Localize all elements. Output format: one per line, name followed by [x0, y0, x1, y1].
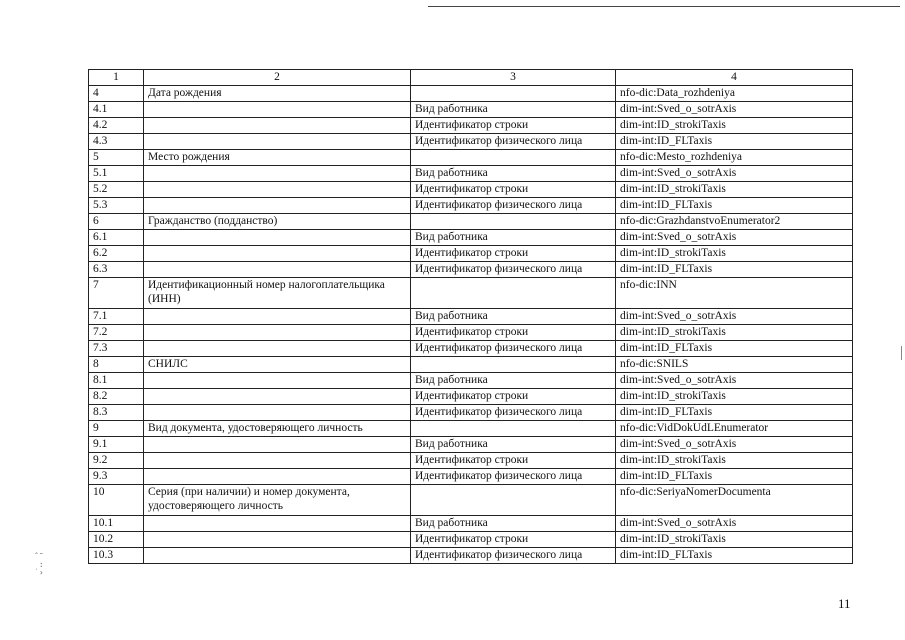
dimension: Идентификатор строки — [411, 389, 616, 405]
element-code: dim-int:ID_strokiTaxis — [616, 182, 853, 198]
dimension: Вид работника — [411, 373, 616, 389]
dimension — [411, 485, 616, 516]
table-row — [89, 150, 853, 166]
row-number: 5.1 — [89, 166, 144, 182]
element-code: dim-int:ID_FLTaxis — [616, 405, 853, 421]
dimension: Идентификатор строки — [411, 182, 616, 198]
element-code: dim-int:ID_strokiTaxis — [616, 389, 853, 405]
dimension: Вид работника — [411, 437, 616, 453]
attribute-name — [144, 405, 411, 421]
attribute-name: СНИЛС — [144, 357, 411, 373]
element-code: nfo-dic:Data_rozhdeniya — [616, 86, 853, 102]
row-number: 8 — [89, 357, 144, 373]
table-row — [89, 389, 853, 405]
table-row — [89, 357, 853, 373]
dimension: Идентификатор физического лица — [411, 341, 616, 357]
dimension: Вид работника — [411, 102, 616, 118]
row-number: 4.3 — [89, 134, 144, 150]
margin-marks: ˆ˜ : ˙› — [34, 552, 44, 577]
row-number: 6.3 — [89, 262, 144, 278]
element-code: nfo-dic:VidDokUdLEnumerator — [616, 421, 853, 437]
table-row — [89, 182, 853, 198]
row-number: 7 — [89, 278, 144, 309]
row-number: 4.1 — [89, 102, 144, 118]
dimension: Идентификатор физического лица — [411, 198, 616, 214]
element-code: dim-int:ID_strokiTaxis — [616, 453, 853, 469]
attribute-name — [144, 102, 411, 118]
dimension: Идентификатор физического лица — [411, 405, 616, 421]
element-code: dim-int:Sved_o_sotrAxis — [616, 102, 853, 118]
element-code: nfo-dic:GrazhdanstvoEnumerator2 — [616, 214, 853, 230]
page-number: 11 — [838, 596, 851, 611]
element-code: dim-int:ID_strokiTaxis — [616, 118, 853, 134]
table-row — [89, 421, 853, 437]
attribute-name — [144, 516, 411, 532]
element-code: dim-int:ID_strokiTaxis — [616, 532, 853, 548]
attribute-name: Место рождения — [144, 150, 411, 166]
dimension: Вид работника — [411, 230, 616, 246]
attribute-name: Серия (при наличии) и номер документа, удостоверяющего личность — [144, 485, 411, 516]
table-row — [89, 532, 853, 548]
attribute-name — [144, 246, 411, 262]
table-row — [89, 278, 853, 309]
table-row — [89, 102, 853, 118]
attribute-name — [144, 469, 411, 485]
element-code: dim-int:ID_FLTaxis — [616, 341, 853, 357]
row-number: 8.2 — [89, 389, 144, 405]
table-row — [89, 516, 853, 532]
row-number: 9.1 — [89, 437, 144, 453]
element-code: dim-int:ID_strokiTaxis — [616, 246, 853, 262]
dimension: Идентификатор строки — [411, 325, 616, 341]
attribute-name — [144, 230, 411, 246]
row-number: 9.3 — [89, 469, 144, 485]
table-row — [89, 262, 853, 278]
table-row — [89, 437, 853, 453]
attribute-name: Дата рождения — [144, 86, 411, 102]
row-number: 10.1 — [89, 516, 144, 532]
element-code: nfo-dic:Mesto_rozhdeniya — [616, 150, 853, 166]
table-row — [89, 166, 853, 182]
top-rule — [428, 6, 900, 7]
header-col-3: 3 — [411, 70, 616, 86]
dimension: Идентификатор физического лица — [411, 548, 616, 564]
dimension — [411, 150, 616, 166]
row-number: 5 — [89, 150, 144, 166]
row-number: 9.2 — [89, 453, 144, 469]
dimension — [411, 214, 616, 230]
row-number: 6.2 — [89, 246, 144, 262]
attribute-name: Идентификационный номер налогоплательщика (ИНН) — [144, 278, 411, 309]
table-row — [89, 309, 853, 325]
attribute-name — [144, 389, 411, 405]
table-row — [89, 341, 853, 357]
attribute-name — [144, 166, 411, 182]
table-row — [89, 453, 853, 469]
header-col-4: 4 — [616, 70, 853, 86]
element-code: dim-int:ID_FLTaxis — [616, 548, 853, 564]
element-code: dim-int:Sved_o_sotrAxis — [616, 437, 853, 453]
attribute-name: Гражданство (подданство) — [144, 214, 411, 230]
table-header-row — [89, 70, 853, 86]
table-row — [89, 134, 853, 150]
row-number: 5.2 — [89, 182, 144, 198]
element-code: dim-int:Sved_o_sotrAxis — [616, 373, 853, 389]
dimension — [411, 278, 616, 309]
dimension — [411, 86, 616, 102]
element-code: dim-int:Sved_o_sotrAxis — [616, 516, 853, 532]
dimension: Вид работника — [411, 516, 616, 532]
table-row — [89, 230, 853, 246]
row-number: 8.3 — [89, 405, 144, 421]
element-code: dim-int:Sved_o_sotrAxis — [616, 309, 853, 325]
table-row — [89, 469, 853, 485]
row-number: 5.3 — [89, 198, 144, 214]
element-code: nfo-dic:SeriyaNomerDocumenta — [616, 485, 853, 516]
element-code: dim-int:ID_FLTaxis — [616, 469, 853, 485]
attribute-name — [144, 182, 411, 198]
attribute-name — [144, 262, 411, 278]
attribute-name — [144, 453, 411, 469]
attribute-name — [144, 118, 411, 134]
row-number: 7.1 — [89, 309, 144, 325]
attribute-name — [144, 198, 411, 214]
row-number: 6 — [89, 214, 144, 230]
row-number: 4.2 — [89, 118, 144, 134]
dimension: Вид работника — [411, 309, 616, 325]
element-code: dim-int:ID_FLTaxis — [616, 198, 853, 214]
row-number: 4 — [89, 86, 144, 102]
row-number: 7.3 — [89, 341, 144, 357]
attribute-name — [144, 373, 411, 389]
row-number: 10 — [89, 485, 144, 516]
dimension: Идентификатор строки — [411, 246, 616, 262]
attribute-name — [144, 134, 411, 150]
element-code: nfo-dic:INN — [616, 278, 853, 309]
dimension — [411, 357, 616, 373]
table-row — [89, 485, 853, 516]
row-number: 9 — [89, 421, 144, 437]
data-table — [88, 69, 853, 564]
table-row — [89, 548, 853, 564]
dimension: Идентификатор строки — [411, 453, 616, 469]
element-code: nfo-dic:SNILS — [616, 357, 853, 373]
attribute-name — [144, 437, 411, 453]
element-code: dim-int:ID_FLTaxis — [616, 134, 853, 150]
row-number: 10.2 — [89, 532, 144, 548]
element-code: dim-int:ID_FLTaxis — [616, 262, 853, 278]
attribute-name — [144, 309, 411, 325]
dimension: Идентификатор физического лица — [411, 469, 616, 485]
attribute-name: Вид документа, удостоверяющего личность — [144, 421, 411, 437]
row-number: 10.3 — [89, 548, 144, 564]
table-row — [89, 325, 853, 341]
header-col-1: 1 — [89, 70, 144, 86]
attribute-name — [144, 548, 411, 564]
dimension: Идентификатор физического лица — [411, 262, 616, 278]
header-col-2: 2 — [144, 70, 411, 86]
dimension: Идентификатор строки — [411, 118, 616, 134]
table-row — [89, 198, 853, 214]
dimension: Идентификатор физического лица — [411, 134, 616, 150]
row-number: 8.1 — [89, 373, 144, 389]
attribute-name — [144, 325, 411, 341]
element-code: dim-int:ID_strokiTaxis — [616, 325, 853, 341]
table-row — [89, 373, 853, 389]
dimension — [411, 421, 616, 437]
attribute-name — [144, 532, 411, 548]
row-number: 6.1 — [89, 230, 144, 246]
table-row — [89, 86, 853, 102]
table-row — [89, 118, 853, 134]
attribute-name — [144, 341, 411, 357]
dimension: Идентификатор строки — [411, 532, 616, 548]
table-row — [89, 214, 853, 230]
row-number: 7.2 — [89, 325, 144, 341]
table-row — [89, 246, 853, 262]
dimension: Вид работника — [411, 166, 616, 182]
edge-mark — [901, 346, 902, 360]
element-code: dim-int:Sved_o_sotrAxis — [616, 230, 853, 246]
table-row — [89, 405, 853, 421]
element-code: dim-int:Sved_o_sotrAxis — [616, 166, 853, 182]
